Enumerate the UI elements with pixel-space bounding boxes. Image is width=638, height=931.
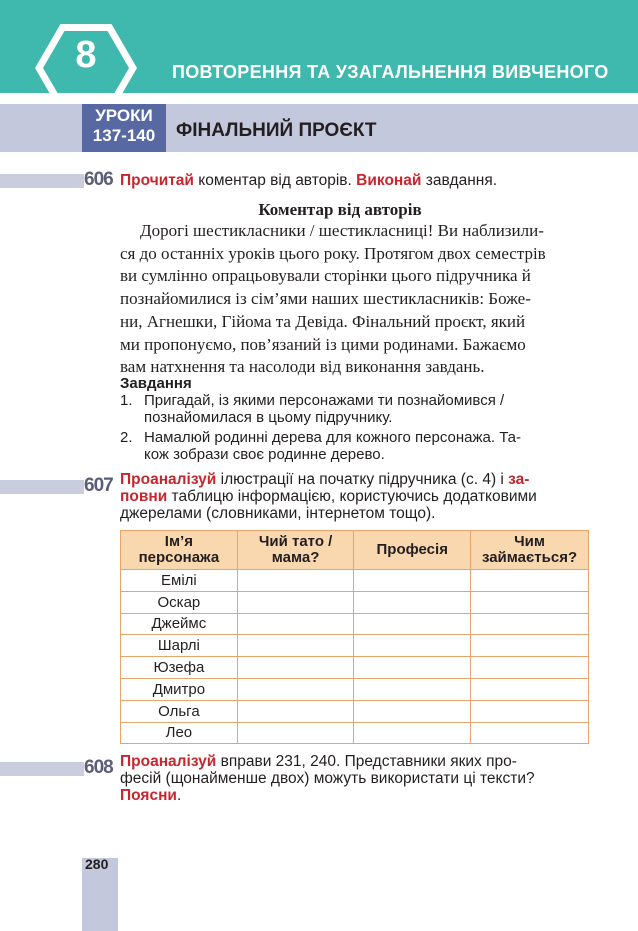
comment-line: ви сумлінно опрацьовували сторінки цього підручника й xyxy=(120,266,531,286)
instruction-text: таблицю інформацією, користуючись додатковими xyxy=(167,488,537,505)
empty-cell xyxy=(471,570,589,592)
header-occupation xyxy=(471,531,589,570)
empty-cell xyxy=(354,700,471,722)
instruction-line xyxy=(120,753,570,770)
action-do: Виконай xyxy=(356,172,422,189)
empty-cell xyxy=(237,722,354,744)
empty-cell xyxy=(354,570,471,592)
header-line: Чий тато / xyxy=(258,533,333,550)
empty-cell xyxy=(237,635,354,657)
action-read: Прочитай xyxy=(120,172,194,189)
comment-title: Коментар від авторів xyxy=(258,200,422,219)
header-line: Професія xyxy=(376,541,448,558)
header-profession xyxy=(354,531,471,570)
task-number: 1. xyxy=(120,392,133,409)
empty-cell xyxy=(471,722,589,744)
character-name-cell: Юзефа xyxy=(121,657,238,679)
page-number: 280 xyxy=(85,856,109,872)
empty-cell xyxy=(354,613,471,635)
empty-cell xyxy=(354,591,471,613)
empty-cell xyxy=(471,635,589,657)
header-line: персонажа xyxy=(138,549,220,566)
task-item xyxy=(120,392,560,426)
comment-body xyxy=(120,220,562,379)
empty-cell xyxy=(354,722,471,744)
task-number: 2. xyxy=(120,429,133,446)
exercise-607-number: 607 xyxy=(84,475,113,496)
table-row xyxy=(121,657,589,679)
exercise-608-number: 608 xyxy=(84,757,113,778)
exercise-607-bar xyxy=(0,480,84,494)
character-name-cell: Лео xyxy=(121,722,238,744)
action-analyze: Проаналізуй xyxy=(120,471,217,488)
task-list xyxy=(120,392,560,466)
lesson-title: ФІНАЛЬНИЙ ПРОЄКТ xyxy=(176,120,377,141)
table-row xyxy=(121,635,589,657)
instruction-text: . xyxy=(176,787,182,804)
empty-cell xyxy=(471,613,589,635)
instruction-text: коментар від авторів. xyxy=(193,172,357,189)
comment-line: ся до останніх уроків цього року. Протягом двох семестрів xyxy=(120,243,546,263)
comment-line: ми пропонуємо, пов’язаний із цими родинами. Бажаємо xyxy=(120,334,526,354)
instruction-text: завдання. xyxy=(421,172,498,189)
header-line: Чим xyxy=(514,533,545,550)
table-row xyxy=(121,570,589,592)
comment-line: вам натхнення та насолоди від виконання завдань. xyxy=(120,357,485,377)
instruction-text: ілюстрації на початку підручника (с. 4) і xyxy=(216,471,509,488)
table-row xyxy=(121,591,589,613)
table-row xyxy=(121,722,589,744)
table-row xyxy=(121,613,589,635)
action-analyze: Проаналізуй xyxy=(120,753,217,770)
task-line: Намалюй родинні дерева для кожного персонажа. Та- xyxy=(144,429,522,446)
chapter-number: 8 xyxy=(75,34,97,76)
character-name-cell: Оскар xyxy=(121,591,238,613)
empty-cell xyxy=(237,700,354,722)
task-line: кож зобрази своє родинне дерево. xyxy=(144,446,385,463)
task-line: познайомилася в цьому підручнику. xyxy=(144,409,393,426)
header-whose-parent xyxy=(237,531,354,570)
characters-table xyxy=(120,530,589,744)
table-row xyxy=(121,700,589,722)
instruction-line xyxy=(120,787,570,804)
comment-line: Дорогі шестикласники / шестикласниці! Ви наблизили- xyxy=(140,221,544,240)
action-explain: Поясни xyxy=(120,787,177,804)
header-line: займається? xyxy=(481,549,578,566)
instruction-text: вправи 231, 240. Представники яких про- xyxy=(216,753,517,770)
action-fill: за- xyxy=(508,471,530,488)
tasks-title: Завдання xyxy=(120,375,192,392)
exercise-608-bar xyxy=(0,762,84,776)
instruction-line: фесій (щонайменше двох) можуть використати ці тексти? xyxy=(120,770,535,787)
table-header-row xyxy=(121,531,589,570)
exercise-606-bar xyxy=(0,174,84,188)
header-line: мама? xyxy=(271,549,320,566)
exercise-608-instruction xyxy=(120,753,570,804)
empty-cell xyxy=(354,635,471,657)
empty-cell xyxy=(354,657,471,679)
character-name-cell: Емілі xyxy=(121,570,238,592)
character-name-cell: Шарлі xyxy=(121,635,238,657)
character-name-cell: Дмитро xyxy=(121,678,238,700)
lesson-label xyxy=(82,106,166,146)
empty-cell xyxy=(237,570,354,592)
character-name-cell: Джеймс xyxy=(121,613,238,635)
instruction-line xyxy=(120,488,570,505)
instruction-line xyxy=(120,471,570,488)
comment-line: познайомилися із сім’ями наших шестикласників: Боже- xyxy=(120,289,531,309)
header-line: Ім’я xyxy=(164,533,193,550)
comment-line: ни, Агнешки, Гійома та Девіда. Фінальний проєкт, який xyxy=(120,311,526,331)
chapter-title: ПОВТОРЕННЯ ТА УЗАГАЛЬНЕННЯ ВИВЧЕНОГО xyxy=(172,62,609,82)
header-character-name xyxy=(121,531,238,570)
exercise-606-instruction xyxy=(120,172,497,189)
empty-cell xyxy=(471,591,589,613)
character-name-cell: Ольга xyxy=(121,700,238,722)
task-item xyxy=(120,429,560,463)
empty-cell xyxy=(471,678,589,700)
exercise-606-number: 606 xyxy=(84,169,113,190)
empty-cell xyxy=(237,613,354,635)
empty-cell xyxy=(237,591,354,613)
table-row xyxy=(121,678,589,700)
header-divider xyxy=(0,93,638,104)
empty-cell xyxy=(471,700,589,722)
exercise-607-instruction xyxy=(120,471,570,522)
empty-cell xyxy=(354,678,471,700)
instruction-line: джерелами (словниками, інтернетом тощо). xyxy=(120,505,436,522)
lesson-label-line1: УРОКИ xyxy=(95,106,153,125)
empty-cell xyxy=(471,657,589,679)
task-line: Пригадай, із якими персонажами ти познайомився / xyxy=(144,392,505,409)
lesson-label-line2: 137-140 xyxy=(92,126,156,145)
action-fill-cont: повни xyxy=(120,488,168,505)
empty-cell xyxy=(237,657,354,679)
empty-cell xyxy=(237,678,354,700)
